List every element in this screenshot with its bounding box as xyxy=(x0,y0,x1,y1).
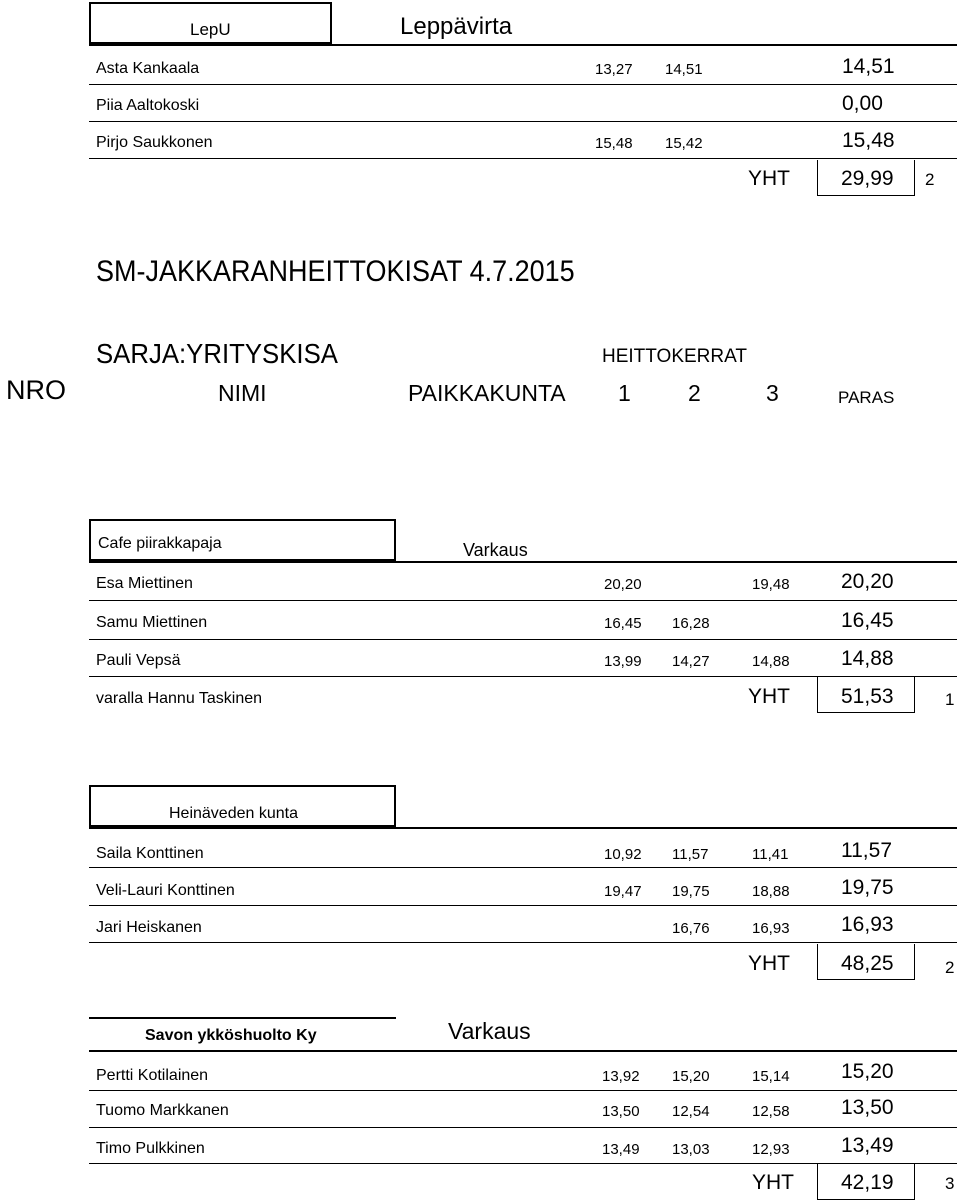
divider xyxy=(89,867,957,868)
throw-1: 15,48 xyxy=(595,135,633,152)
divider xyxy=(89,600,957,601)
divider xyxy=(89,84,957,85)
throw-1: 20,20 xyxy=(604,576,642,593)
throw-2: 19,75 xyxy=(672,883,710,900)
athlete-name: Pirjo Saukkonen xyxy=(96,134,213,151)
throw-2: 14,51 xyxy=(665,61,703,78)
best-result: 14,88 xyxy=(841,647,894,670)
column-name: NIMI xyxy=(218,380,267,406)
athlete-name: Saila Konttinen xyxy=(96,845,204,862)
throw-2: 15,42 xyxy=(665,135,703,152)
athlete-name: Tuomo Markkanen xyxy=(96,1102,229,1119)
best-result: 16,45 xyxy=(841,609,894,632)
total-label: YHT xyxy=(748,952,790,975)
throw-1: 13,99 xyxy=(604,653,642,670)
total-value: 48,25 xyxy=(841,952,894,975)
best-result: 20,20 xyxy=(841,570,894,593)
team-name: Cafe piirakkapaja xyxy=(98,535,222,552)
throw-1: 13,50 xyxy=(602,1103,640,1120)
divider xyxy=(89,1127,957,1128)
team-name-box xyxy=(89,1017,396,1019)
throw-2: 16,28 xyxy=(672,615,710,632)
athlete-name: Veli-Lauri Konttinen xyxy=(96,882,235,899)
column-nro: NRO xyxy=(6,375,66,405)
throw-2: 14,27 xyxy=(672,653,710,670)
team-name: Savon ykköshuolto Ky xyxy=(145,1027,317,1044)
total-label: YHT xyxy=(748,685,790,708)
team-name: Heinäveden kunta xyxy=(169,805,298,822)
divider xyxy=(89,1050,957,1052)
team-rank: 2 xyxy=(945,958,955,977)
total-value: 51,53 xyxy=(841,685,894,708)
throw-1: 10,92 xyxy=(604,846,642,863)
divider xyxy=(89,158,957,159)
series-title: SARJA:YRITYSKISA xyxy=(96,338,338,369)
athlete-name: Esa Miettinen xyxy=(96,575,193,592)
best-result: 16,93 xyxy=(841,913,894,936)
reserve-player: varalla Hannu Taskinen xyxy=(96,690,263,707)
athlete-name: Pertti Kotilainen xyxy=(96,1067,209,1084)
athlete-name: Asta Kankaala xyxy=(96,60,200,77)
throw-1: 13,92 xyxy=(602,1068,640,1085)
throw-2: 12,54 xyxy=(672,1103,710,1120)
throw-3: 16,93 xyxy=(752,920,790,937)
divider xyxy=(89,639,957,640)
team-city: Varkaus xyxy=(448,1018,531,1044)
throw-3: 18,88 xyxy=(752,883,790,900)
best-result: 15,20 xyxy=(841,1060,894,1083)
throw-1: 13,27 xyxy=(595,61,633,78)
best-result: 11,57 xyxy=(841,839,892,862)
throw-3: 15,14 xyxy=(752,1068,790,1085)
top-city: Leppävirta xyxy=(400,13,513,40)
divider xyxy=(89,121,957,122)
divider xyxy=(89,827,957,829)
throws-heading: HEITTOKERRAT xyxy=(602,346,747,367)
divider xyxy=(89,561,957,563)
throw-3: 19,48 xyxy=(752,576,790,593)
total-label: YHT xyxy=(752,1171,794,1194)
event-title: SM-JAKKARANHEITTOKISAT 4.7.2015 xyxy=(96,255,575,288)
column-throw-1: 1 xyxy=(618,380,631,406)
best-result: 14,51 xyxy=(842,55,895,78)
column-throw-2: 2 xyxy=(688,380,701,406)
throw-2: 15,20 xyxy=(672,1068,710,1085)
total-value: 42,19 xyxy=(841,1171,894,1194)
total-label: YHT xyxy=(748,167,790,190)
best-result: 13,50 xyxy=(841,1096,894,1119)
throw-1: 19,47 xyxy=(604,883,642,900)
column-place: PAIKKAKUNTA xyxy=(408,380,566,406)
throw-3: 11,41 xyxy=(752,846,789,863)
divider xyxy=(89,44,957,46)
throw-2: 13,03 xyxy=(672,1141,710,1158)
best-result: 15,48 xyxy=(842,129,895,152)
athlete-name: Samu Miettinen xyxy=(96,614,208,631)
throw-1: 13,49 xyxy=(602,1141,640,1158)
athlete-name: Piia Aaltokoski xyxy=(96,97,200,114)
throw-3: 12,58 xyxy=(752,1103,790,1120)
divider xyxy=(89,942,957,943)
throw-3: 14,88 xyxy=(752,653,790,670)
athlete-name: Jari Heiskanen xyxy=(96,919,202,936)
divider xyxy=(89,1090,957,1091)
team-rank: 2 xyxy=(925,170,935,189)
team-city: Varkaus xyxy=(463,540,528,560)
athlete-name: Pauli Vepsä xyxy=(96,652,181,669)
column-throw-3: 3 xyxy=(766,380,779,406)
throw-2: 11,57 xyxy=(672,846,709,863)
top-team-label: LepU xyxy=(190,20,231,39)
athlete-name: Timo Pulkkinen xyxy=(96,1140,205,1157)
throw-1: 16,45 xyxy=(604,615,642,632)
throw-2: 16,76 xyxy=(672,920,710,937)
best-result: 19,75 xyxy=(841,876,894,899)
team-rank: 1 xyxy=(945,690,955,709)
best-result: 0,00 xyxy=(842,92,883,115)
divider xyxy=(89,905,957,906)
total-value: 29,99 xyxy=(841,167,894,190)
best-result: 13,49 xyxy=(841,1134,894,1157)
column-best: PARAS xyxy=(838,388,895,407)
team-rank: 3 xyxy=(945,1174,955,1193)
throw-3: 12,93 xyxy=(752,1141,790,1158)
